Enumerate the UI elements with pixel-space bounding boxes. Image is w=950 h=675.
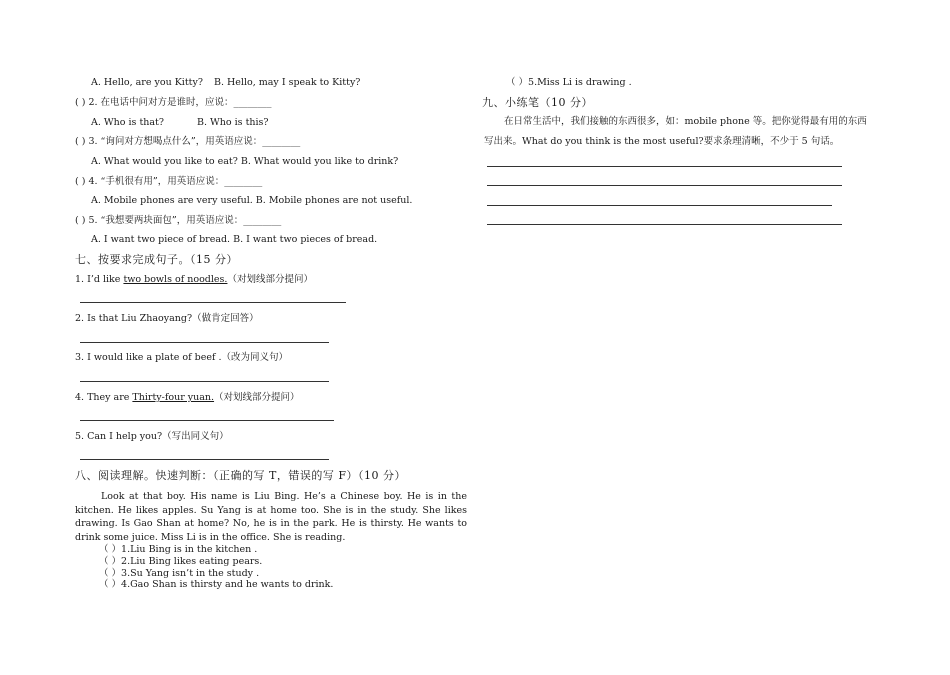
q2-prompt: ( ) 2. 在电话中问对方是谁时，应说：________ xyxy=(75,97,272,108)
q5-options: A. I want two piece of bread. B. I want two pieces of bread. xyxy=(91,234,378,245)
tf-item-4: （ ）4.Gao Shan is thirsty and he wants to drink. xyxy=(99,579,334,590)
sentence-1-underlined: two bowls of noodles. xyxy=(123,274,228,285)
part8-heading: 八、阅读理解。快速判断：（正确的写 T，错误的写 F）（10 分） xyxy=(75,469,406,482)
writing-line-1[interactable] xyxy=(487,166,842,167)
answer-line-4[interactable] xyxy=(80,420,334,421)
answer-line-2[interactable] xyxy=(80,342,329,343)
tf-item-5: （ ）5.Miss Li is drawing . xyxy=(506,77,632,88)
q2-option-b: B. Who is this? xyxy=(197,117,269,128)
writing-line-4[interactable] xyxy=(487,224,842,225)
sentence-4-prefix: 4. They are xyxy=(75,392,133,403)
q4-prompt: ( ) 4. “手机很有用”，用英语应说：________ xyxy=(75,176,263,187)
tf-item-1: （ ）1.Liu Bing is in the kitchen . xyxy=(99,544,258,555)
part7-sentence-4 xyxy=(75,392,300,404)
part9-heading: 九、小练笔（10 分） xyxy=(482,96,593,109)
q2-option-a: A. Who is that? xyxy=(91,117,164,128)
answer-line-3[interactable] xyxy=(80,381,329,382)
sentence-4-underlined: Thirty-four yuan. xyxy=(132,392,215,403)
part7-sentence-1 xyxy=(75,274,313,286)
q5-prompt: ( ) 5. “我想要两块面包”，用英语应说：________ xyxy=(75,215,282,226)
q1-option-a: A. Hello, are you Kitty? xyxy=(91,77,203,88)
part7-sentence-3: 3. I would like a plate of beef .（改为同义句） xyxy=(75,352,289,363)
q3-prompt: ( ) 3. “询问对方想喝点什么”，用英语应说：________ xyxy=(75,136,301,147)
tf-item-3: （ ）3.Su Yang isn’t in the study . xyxy=(99,568,260,579)
sentence-1-note: （对划线部分提问） xyxy=(227,274,313,285)
tf-item-2: （ ）2.Liu Bing likes eating pears. xyxy=(99,556,263,567)
reading-passage: Look at that boy. His name is Liu Bing. He’s a Chinese boy. He is in the kitchen. He likes apples. Su Yang is at home too. She is in the study. She likes drawing. Is Gao Shan at home? No, he is in the park. He is thirsty. He wants to drink some juice. Miss Li is in the office. She is reading. xyxy=(75,491,467,543)
q1-option-b: B. Hello, may I speak to Kitty? xyxy=(214,77,361,88)
writing-prompt: 在日常生活中，我们接触的东西很多，如：mobile phone 等。把你觉得最有用的东西写出来。What do you think is the most useful?要求条理清晰，不少于 5 句话。 xyxy=(484,116,867,147)
q4-options: A. Mobile phones are very useful. B. Mobile phones are not useful. xyxy=(91,195,413,206)
answer-line-5[interactable] xyxy=(80,459,329,460)
answer-line-1[interactable] xyxy=(80,302,346,303)
sentence-1-prefix: 1. I’d like xyxy=(75,274,124,285)
writing-line-3[interactable] xyxy=(487,205,832,206)
part7-sentence-2: 2. Is that Liu Zhaoyang?（做肯定回答） xyxy=(75,313,259,324)
q3-options: A. What would you like to eat? B. What would you like to drink? xyxy=(91,156,399,167)
part7-heading: 七、按要求完成句子。（15 分） xyxy=(75,253,238,266)
writing-line-2[interactable] xyxy=(487,185,842,186)
part7-sentence-5: 5. Can I help you?（写出同义句） xyxy=(75,431,229,442)
sentence-4-note: （对划线部分提问） xyxy=(214,392,300,403)
